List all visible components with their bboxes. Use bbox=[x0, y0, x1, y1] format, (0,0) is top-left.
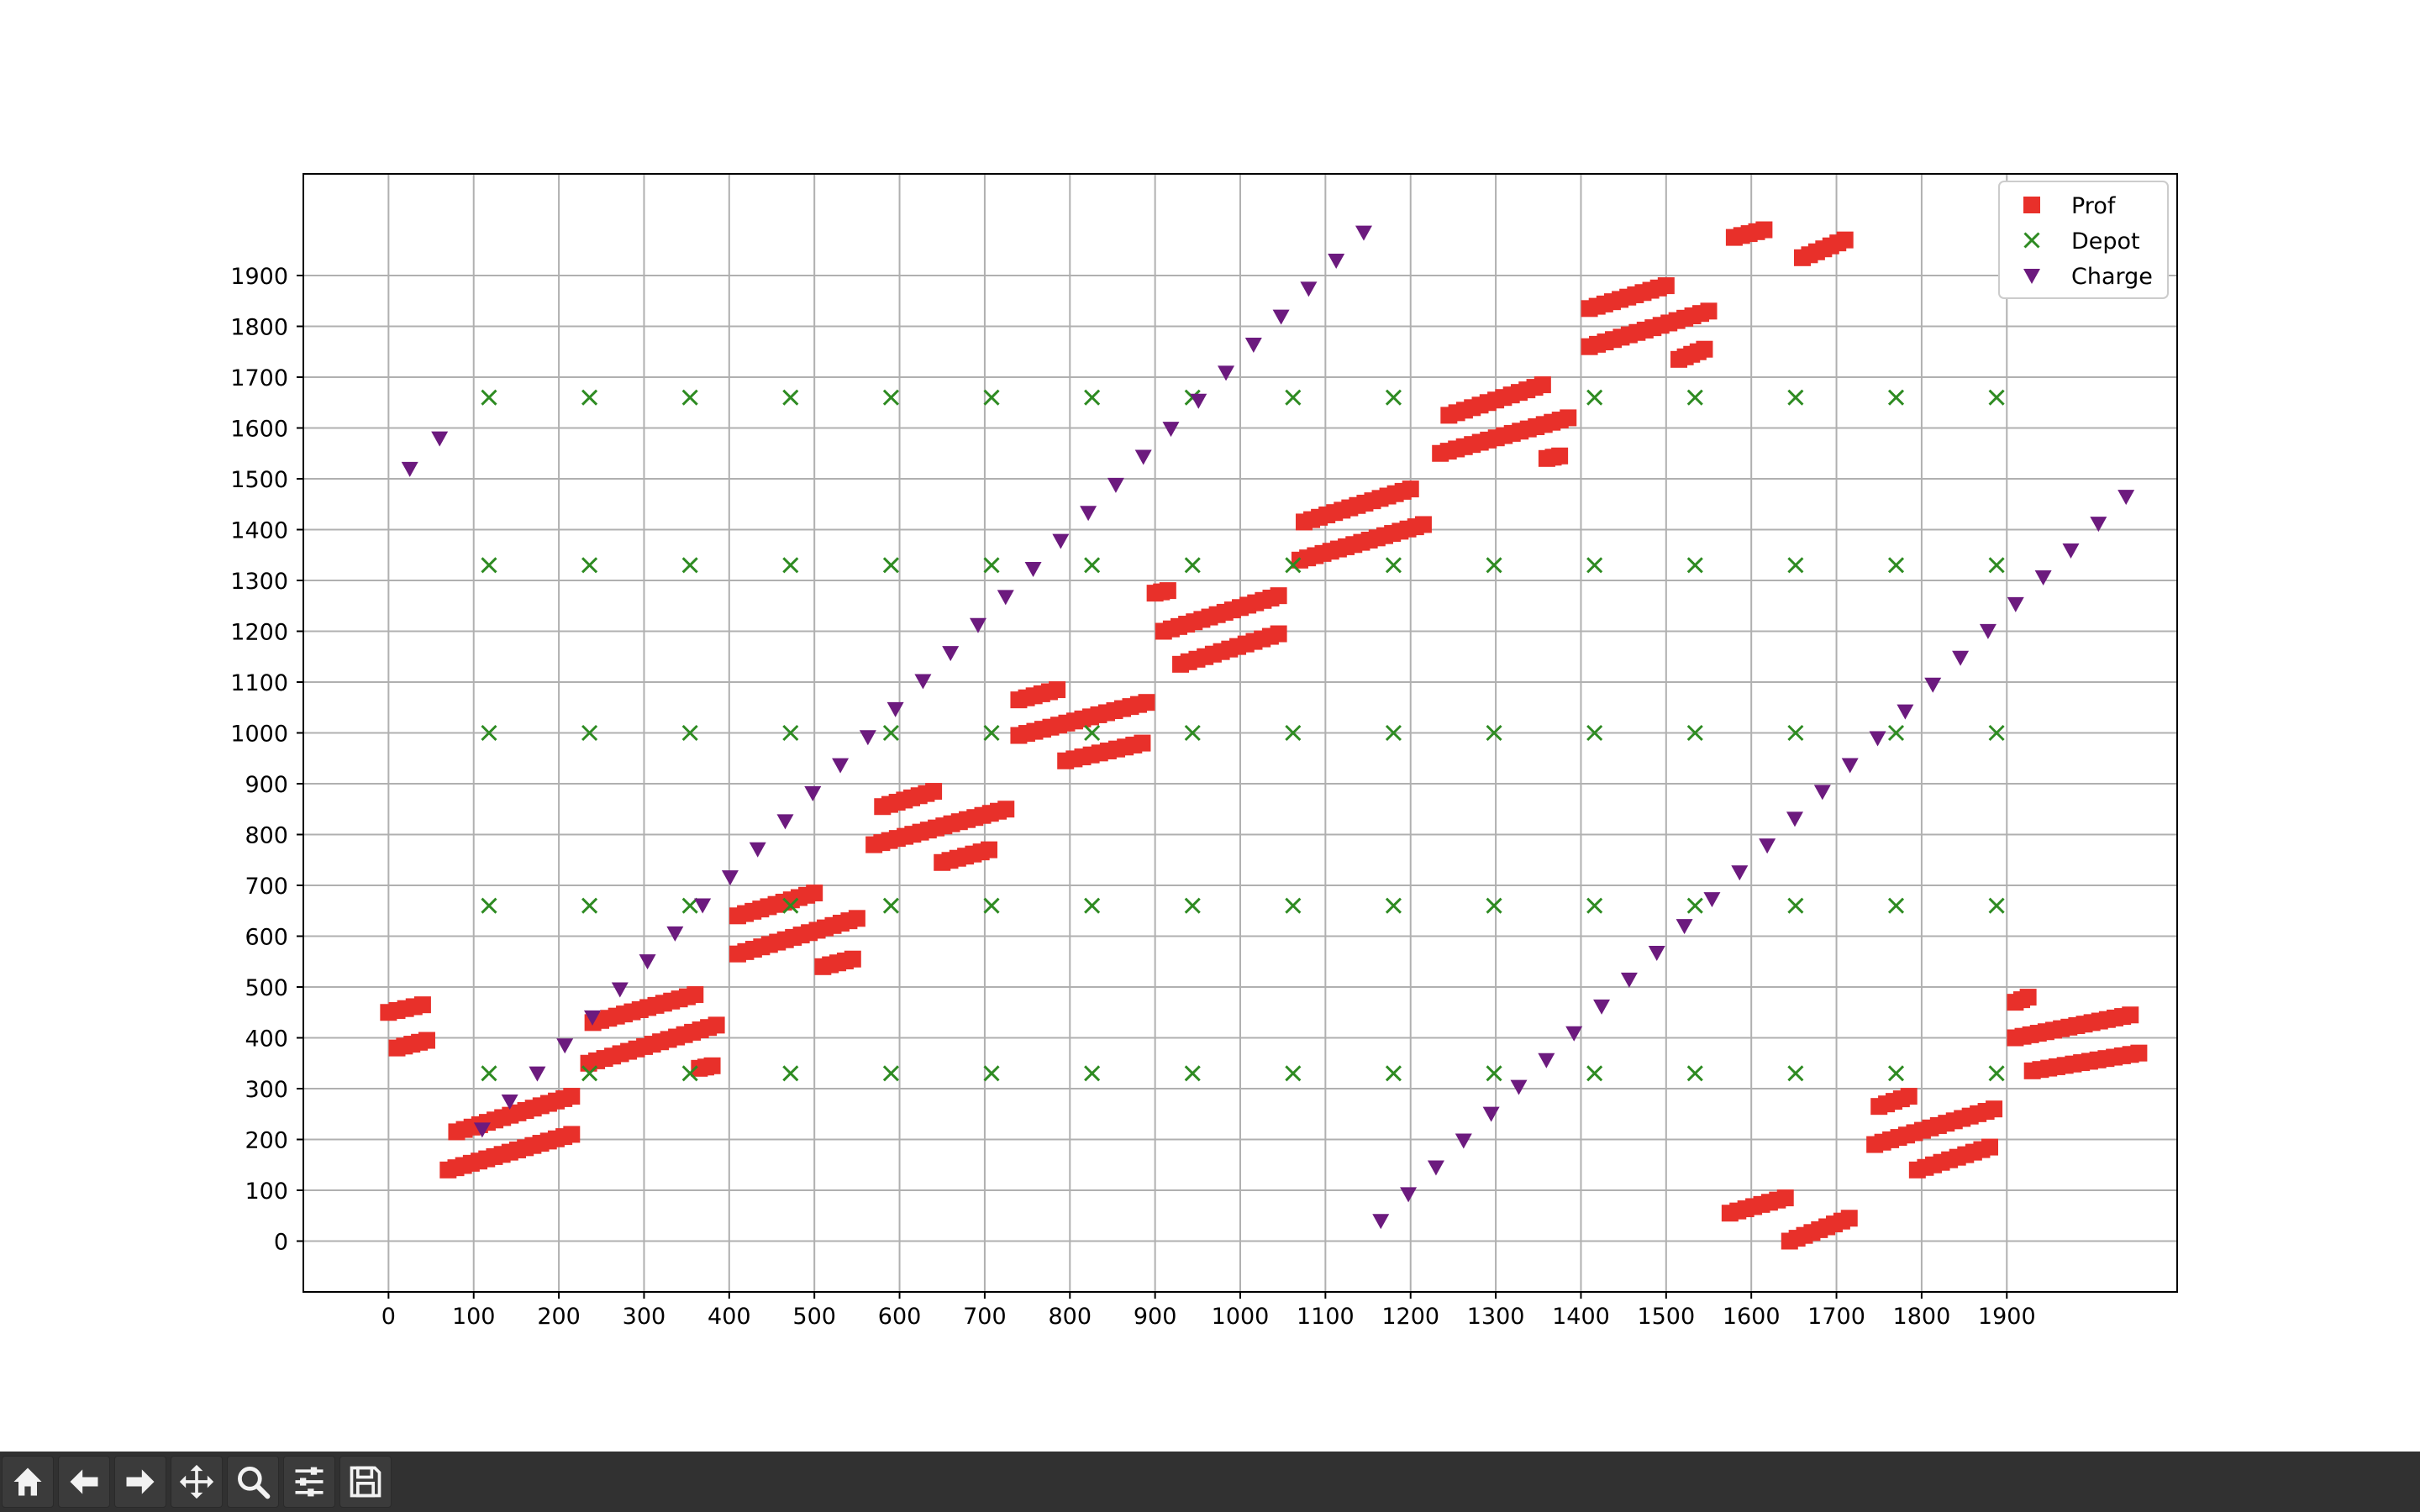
depot-point bbox=[1487, 1066, 1502, 1080]
y-tick-label: 800 bbox=[245, 822, 288, 849]
x-tick-label: 400 bbox=[708, 1304, 751, 1330]
depot-point bbox=[1788, 558, 1802, 572]
y-tick-label: 1800 bbox=[230, 314, 288, 341]
depot-point bbox=[884, 558, 898, 572]
depot-point bbox=[985, 391, 999, 405]
charge-point bbox=[1372, 1214, 1389, 1229]
prof-point bbox=[1049, 681, 1065, 698]
depot-point bbox=[783, 1066, 797, 1080]
depot-point bbox=[1085, 899, 1099, 913]
charge-point bbox=[2118, 490, 2134, 505]
y-tick-label: 300 bbox=[245, 1077, 288, 1103]
charge-point bbox=[1400, 1187, 1417, 1202]
prof-point bbox=[997, 801, 1014, 817]
x-tick-label: 1100 bbox=[1297, 1304, 1355, 1330]
depot-point bbox=[985, 899, 999, 913]
prof-point bbox=[414, 996, 431, 1013]
y-tick-label: 1500 bbox=[230, 467, 288, 493]
charge-point bbox=[1676, 919, 1693, 934]
depot-point bbox=[783, 391, 797, 405]
charge-point bbox=[1245, 338, 1262, 353]
charge-point bbox=[2035, 570, 2052, 585]
navigation-toolbar bbox=[0, 1452, 2420, 1512]
charge-point bbox=[1162, 422, 1179, 437]
depot-point bbox=[582, 558, 597, 572]
charge-point bbox=[612, 983, 629, 998]
prof-point bbox=[563, 1126, 580, 1142]
depot-point bbox=[1386, 899, 1401, 913]
depot-point bbox=[884, 899, 898, 913]
depot-point bbox=[1688, 558, 1702, 572]
charge-point bbox=[776, 814, 793, 829]
pan-icon bbox=[178, 1463, 215, 1500]
y-tick-label: 1200 bbox=[230, 619, 288, 646]
charge-point bbox=[860, 730, 876, 745]
charge-point bbox=[1952, 651, 1969, 666]
pan-button[interactable] bbox=[171, 1456, 223, 1508]
depot-point bbox=[1788, 1066, 1802, 1080]
y-tick-label: 1600 bbox=[230, 416, 288, 443]
prof-point bbox=[687, 986, 703, 1003]
depot-point bbox=[1286, 391, 1300, 405]
charge-point bbox=[1924, 678, 1941, 693]
prof-point bbox=[1901, 1088, 1918, 1105]
charge-point bbox=[1538, 1053, 1555, 1068]
depot-point bbox=[582, 899, 597, 913]
y-tick-label: 1900 bbox=[230, 264, 288, 290]
x-tick-label: 600 bbox=[877, 1304, 922, 1330]
charge-point bbox=[1759, 838, 1776, 853]
x-tick-label: 1800 bbox=[1892, 1304, 1951, 1330]
y-tick-label: 1000 bbox=[230, 721, 288, 748]
charge-point bbox=[1328, 254, 1344, 269]
charge-point bbox=[1428, 1160, 1444, 1175]
depot-point bbox=[481, 558, 496, 572]
charge-point bbox=[1842, 758, 1859, 773]
prof-point bbox=[1134, 735, 1150, 752]
legend-marker-prof bbox=[2023, 197, 2040, 213]
home-icon bbox=[9, 1463, 46, 1500]
depot-point bbox=[985, 558, 999, 572]
charge-point bbox=[1455, 1134, 1472, 1149]
charge-point bbox=[887, 702, 904, 717]
depot-point bbox=[1186, 899, 1200, 913]
legend bbox=[1999, 181, 2168, 298]
save-button[interactable] bbox=[339, 1456, 392, 1508]
depot-point bbox=[1286, 1066, 1300, 1080]
prof-point bbox=[1841, 1210, 1858, 1226]
save-icon bbox=[347, 1463, 384, 1500]
x-tick-label: 1600 bbox=[1722, 1304, 1781, 1330]
charge-point bbox=[1300, 281, 1317, 297]
charge-point bbox=[1025, 562, 1042, 577]
x-tick-label: 500 bbox=[792, 1304, 836, 1330]
prof-point bbox=[1981, 1139, 1998, 1156]
x-tick-label: 1500 bbox=[1637, 1304, 1696, 1330]
prof-point bbox=[1534, 376, 1551, 393]
depot-point bbox=[1889, 391, 1903, 405]
prof-point bbox=[981, 842, 997, 858]
depot-point bbox=[683, 899, 697, 913]
prof-point bbox=[1270, 626, 1287, 643]
charge-point bbox=[1870, 732, 1886, 747]
depot-point bbox=[1186, 558, 1200, 572]
y-tick-label: 0 bbox=[273, 1229, 288, 1256]
y-tick-label: 1700 bbox=[230, 365, 288, 391]
charge-point bbox=[1107, 478, 1124, 493]
charge-point bbox=[1080, 506, 1097, 521]
y-tick-label: 900 bbox=[245, 772, 288, 798]
charge-point bbox=[1565, 1026, 1582, 1042]
y-tick-label: 1400 bbox=[230, 517, 288, 544]
depot-point bbox=[1788, 391, 1802, 405]
prof-point bbox=[2020, 989, 2037, 1005]
depot-point bbox=[1889, 1066, 1903, 1080]
charge-point bbox=[997, 590, 1014, 605]
depot-point bbox=[481, 391, 496, 405]
depot-point bbox=[1286, 899, 1300, 913]
depot-point bbox=[1587, 391, 1602, 405]
depot-point bbox=[1990, 391, 2004, 405]
charge-point bbox=[1897, 705, 1913, 720]
depot-point bbox=[683, 558, 697, 572]
prof-point bbox=[2122, 1006, 2139, 1023]
depot-point bbox=[481, 899, 496, 913]
data-marks bbox=[380, 222, 2147, 1250]
configure-button[interactable] bbox=[283, 1456, 335, 1508]
prof-point bbox=[1160, 582, 1176, 599]
charge-point bbox=[1814, 785, 1831, 800]
charge-point bbox=[750, 843, 766, 858]
legend-label-depot: Depot bbox=[2071, 228, 2140, 255]
charge-point bbox=[1135, 450, 1152, 465]
series-charge bbox=[402, 226, 2134, 1230]
charge-point bbox=[1483, 1107, 1500, 1122]
y-tick-label: 600 bbox=[245, 924, 288, 951]
prof-point bbox=[1139, 694, 1155, 711]
charge-point bbox=[942, 646, 959, 661]
depot-point bbox=[783, 558, 797, 572]
charge-point bbox=[2007, 597, 2024, 612]
prof-point bbox=[1402, 480, 1419, 497]
prof-point bbox=[704, 1058, 721, 1074]
prof-point bbox=[806, 885, 823, 901]
zoom-button[interactable] bbox=[227, 1456, 279, 1508]
charge-point bbox=[2062, 543, 2079, 559]
charge-point bbox=[1218, 365, 1234, 381]
x-tick-label: 200 bbox=[537, 1304, 581, 1330]
depot-point bbox=[683, 391, 697, 405]
depot-point bbox=[1889, 899, 1903, 913]
prof-point bbox=[1696, 341, 1712, 358]
prof-point bbox=[2130, 1045, 2147, 1062]
prof-point bbox=[1658, 277, 1675, 294]
prof-point bbox=[1560, 409, 1576, 426]
depot-point bbox=[1587, 1066, 1602, 1080]
depot-point bbox=[1386, 1066, 1401, 1080]
x-tick-label: 700 bbox=[963, 1304, 1007, 1330]
x-tick-label: 800 bbox=[1048, 1304, 1092, 1330]
prof-point bbox=[844, 951, 861, 968]
prof-point bbox=[1986, 1100, 2002, 1117]
y-tick-label: 1300 bbox=[230, 569, 288, 595]
depot-point bbox=[1990, 1066, 2004, 1080]
depot-point bbox=[1688, 899, 1702, 913]
depot-point bbox=[1587, 899, 1602, 913]
x-tick-label: 1300 bbox=[1466, 1304, 1525, 1330]
depot-point bbox=[1186, 1066, 1200, 1080]
x-tick-label: 300 bbox=[622, 1304, 666, 1330]
axis-ticks bbox=[230, 264, 2035, 1330]
charge-point bbox=[1052, 534, 1069, 549]
charge-point bbox=[1731, 865, 1748, 880]
back-icon bbox=[66, 1463, 103, 1500]
charge-point bbox=[1621, 973, 1638, 988]
depot-point bbox=[1085, 391, 1099, 405]
depot-point bbox=[1487, 558, 1502, 572]
x-tick-label: 0 bbox=[381, 1304, 396, 1330]
x-tick-label: 100 bbox=[451, 1304, 496, 1330]
x-tick-label: 1000 bbox=[1211, 1304, 1270, 1330]
charge-point bbox=[1786, 811, 1803, 827]
prof-point bbox=[1270, 587, 1287, 604]
prof-point bbox=[563, 1088, 580, 1105]
depot-point bbox=[582, 391, 597, 405]
depot-point bbox=[1386, 391, 1401, 405]
charge-point bbox=[666, 927, 683, 942]
configure-icon bbox=[291, 1463, 328, 1500]
zoom-icon bbox=[234, 1463, 271, 1500]
x-tick-label: 900 bbox=[1133, 1304, 1177, 1330]
y-tick-label: 400 bbox=[245, 1026, 288, 1053]
charge-point bbox=[431, 432, 448, 447]
depot-point bbox=[481, 1066, 496, 1080]
prof-point bbox=[1837, 232, 1854, 249]
legend-label-charge: Charge bbox=[2071, 264, 2153, 290]
y-tick-label: 200 bbox=[245, 1127, 288, 1154]
depot-point bbox=[1085, 1066, 1099, 1080]
depot-point bbox=[1889, 558, 1903, 572]
prof-point bbox=[1777, 1189, 1794, 1206]
forward-button[interactable] bbox=[114, 1456, 166, 1508]
y-tick-label: 700 bbox=[245, 874, 288, 900]
depot-point bbox=[1688, 1066, 1702, 1080]
x-tick-label: 1900 bbox=[1977, 1304, 2036, 1330]
depot-point bbox=[1990, 558, 2004, 572]
depot-point bbox=[884, 1066, 898, 1080]
y-tick-label: 100 bbox=[245, 1179, 288, 1205]
charge-point bbox=[1190, 394, 1207, 409]
prof-point bbox=[1701, 302, 1718, 319]
y-tick-label: 1100 bbox=[230, 670, 288, 696]
forward-icon bbox=[122, 1463, 159, 1500]
depot-point bbox=[1788, 899, 1802, 913]
x-tick-label: 1700 bbox=[1807, 1304, 1865, 1330]
charge-point bbox=[1593, 1000, 1610, 1015]
prof-point bbox=[849, 910, 865, 927]
charge-point bbox=[1510, 1080, 1527, 1095]
charge-point bbox=[804, 786, 821, 801]
legend-label-prof: Prof bbox=[2071, 193, 2116, 219]
back-button[interactable] bbox=[58, 1456, 110, 1508]
charge-point bbox=[1649, 946, 1665, 961]
depot-point bbox=[1487, 899, 1502, 913]
prof-point bbox=[418, 1032, 435, 1049]
charge-point bbox=[832, 759, 849, 774]
charge-point bbox=[1703, 892, 1720, 907]
depot-point bbox=[1085, 558, 1099, 572]
y-tick-label: 500 bbox=[245, 975, 288, 1001]
depot-point bbox=[884, 391, 898, 405]
prof-point bbox=[1755, 222, 1772, 239]
charge-point bbox=[1273, 310, 1290, 325]
x-tick-label: 1200 bbox=[1381, 1304, 1440, 1330]
prof-point bbox=[925, 783, 942, 800]
prof-point bbox=[708, 1016, 725, 1033]
depot-point bbox=[1587, 558, 1602, 572]
charge-point bbox=[639, 954, 656, 969]
charge-point bbox=[722, 870, 739, 885]
prof-point bbox=[1551, 448, 1568, 465]
charge-point bbox=[402, 462, 418, 477]
depot-point bbox=[1688, 391, 1702, 405]
charge-point bbox=[529, 1067, 545, 1082]
charge-point bbox=[1355, 226, 1372, 241]
depot-point bbox=[985, 1066, 999, 1080]
series-depot bbox=[481, 391, 2003, 1081]
home-button[interactable] bbox=[2, 1456, 54, 1508]
x-tick-label: 1400 bbox=[1552, 1304, 1610, 1330]
depot-point bbox=[1386, 558, 1401, 572]
prof-point bbox=[1415, 516, 1432, 533]
depot-point bbox=[1990, 899, 2004, 913]
